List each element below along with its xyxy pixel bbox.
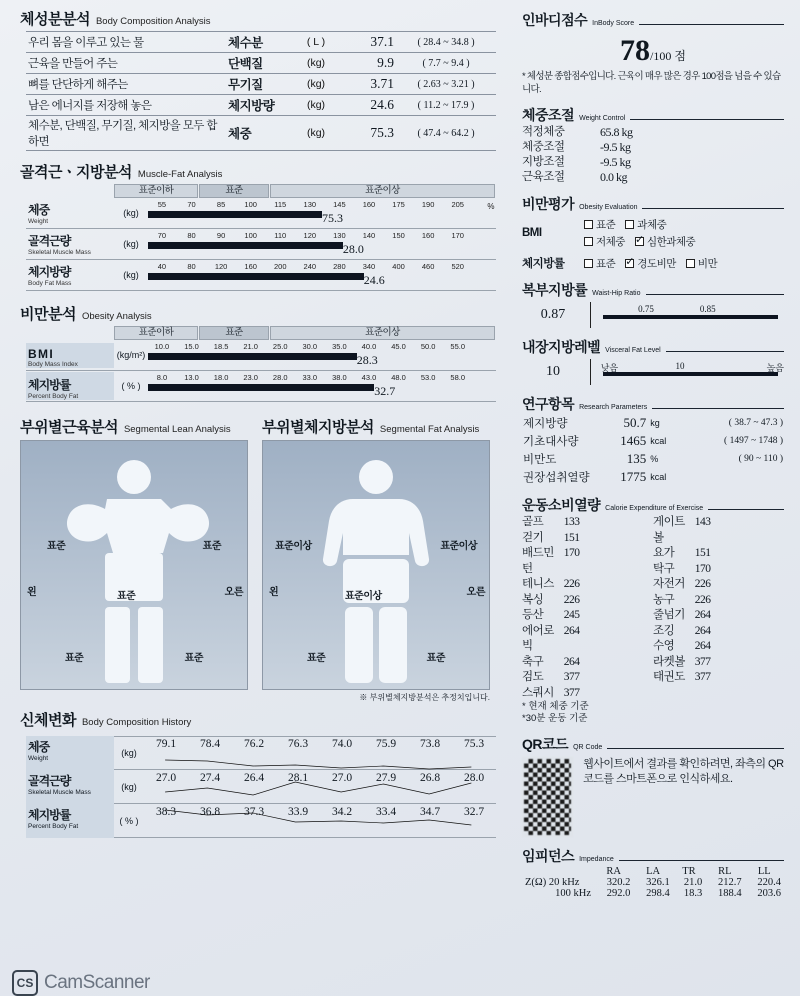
section-title-en: Obesity Evaluation — [579, 204, 638, 211]
table-row: 제지방량 50.7 kg ( 38.7 ~ 47.3 ) — [523, 415, 783, 430]
table-row — [26, 32, 496, 53]
whr-value: 0.87 — [540, 307, 566, 322]
bar-value: 28.3 — [356, 353, 378, 367]
row-unit: (kg) — [306, 78, 326, 90]
row-desc: 근육을 만들어 주는 — [28, 58, 118, 70]
table-row — [26, 95, 496, 116]
row-range: ( 11.2 ~ 17.9 ) — [417, 99, 475, 111]
scale-normal: 표준 — [199, 326, 269, 340]
exercise-item: 수영 264 — [653, 640, 711, 652]
row-range: ( 28.4 ~ 34.8 ) — [417, 36, 475, 48]
table-row: 비만도 135 % ( 90 ~ 110 ) — [523, 451, 783, 466]
exercise-item: 등산 245 — [522, 609, 580, 621]
row-name: 체수분 — [228, 36, 263, 50]
scale-below: 표준이하 — [114, 326, 198, 340]
lean-right-side-label: 오른 — [224, 587, 243, 598]
row-value: 3.71 — [370, 76, 394, 91]
research-title — [522, 394, 784, 414]
qr-row — [522, 757, 784, 837]
history-values: 79.1 78.4 76.2 76.3 74.0 75.9 73.8 75.3 — [144, 736, 496, 770]
obesity-bars — [26, 326, 496, 402]
row-range: ( 7.7 ~ 9.4 ) — [422, 57, 470, 69]
qr-title — [522, 734, 784, 754]
exercise-table — [522, 515, 784, 701]
section-title-en: Calorie Expenditure of Exercise — [605, 505, 704, 512]
section-title-en: Body Composition Analysis — [95, 16, 211, 27]
table-row — [26, 116, 496, 151]
exercise-item: 걷기 151 — [522, 531, 580, 544]
segmental-lean — [20, 416, 248, 703]
bar-value: 24.6 — [363, 273, 385, 287]
fat-arm-right-label: 표준이상 — [440, 541, 477, 552]
inbody-score-value — [522, 34, 784, 68]
bar-unit: ( % ) — [121, 381, 141, 391]
lean-arm-left-label: 표준 — [47, 541, 66, 552]
bar-unit: (kg/m²) — [116, 350, 146, 360]
bar-label-ko: 체지방률 — [28, 378, 71, 392]
history-title — [20, 709, 510, 730]
bar-label-ko: 체중 — [28, 203, 50, 217]
bmi-option-underweight[interactable]: 저체중 — [584, 234, 625, 249]
scale-header — [114, 184, 496, 198]
camscanner-watermark — [12, 970, 150, 996]
inbody-score-title — [522, 10, 784, 30]
checkbox-icon-checked[interactable] — [635, 237, 644, 246]
table-row: Z(Ω) 20 kHz 320.2 326.1 21.0 212.7 220.4 — [525, 877, 781, 888]
weight-control-title — [522, 105, 784, 125]
exercise-item: 자전거 226 — [653, 578, 711, 590]
section-title-ko: 체성분분석 — [20, 11, 90, 28]
row-name: 체지방량 — [228, 99, 275, 113]
lean-leg-left-label: 표준 — [65, 653, 84, 664]
bar-unit: (kg) — [123, 270, 139, 280]
section-title-ko: 임피던스 — [522, 848, 575, 864]
section-title-en: Muscle-Fat Analysis — [137, 169, 223, 180]
section-title-en: Visceral Fat Level — [605, 347, 661, 354]
section-title-en: QR Code — [573, 744, 603, 751]
section-title-ko: 골격근ㆍ지방분석 — [20, 164, 132, 181]
camscanner-logo-icon: CS — [12, 970, 38, 996]
vfl-title — [522, 337, 784, 357]
scale-header — [114, 326, 496, 340]
impedance-z-label: Z(Ω) — [525, 877, 547, 888]
history-trend-line — [144, 804, 496, 838]
muscle-fat-title — [20, 161, 510, 182]
bar-label-ko: B M I — [28, 346, 52, 361]
history-row-smm — [26, 770, 496, 804]
right-column — [522, 8, 784, 899]
camscanner-label: CamScanner — [44, 972, 150, 993]
impedance-title — [522, 846, 784, 866]
exercise-item: 테니스 226 — [522, 578, 580, 590]
row-unit: (kg) — [306, 57, 326, 69]
exercise-item: 줄넘기 264 — [653, 609, 711, 621]
section-title-ko: 비만분석 — [20, 306, 76, 323]
section-title-en: Segmental Fat Analysis — [379, 424, 480, 435]
impedance-table — [522, 866, 784, 899]
history-label-ko: 골격근량 — [28, 773, 71, 788]
history-trend-line — [144, 736, 496, 770]
history-row-pbf — [26, 804, 496, 838]
bar-row-pbf — [26, 371, 496, 402]
bar-value: 28.0 — [342, 242, 364, 256]
fat-figure-box — [262, 440, 490, 690]
checkbox-icon[interactable] — [686, 259, 695, 268]
lean-arm-right-label: 표준 — [202, 541, 221, 552]
section-title-en: Waist-Hip Ratio — [592, 290, 641, 297]
row-value: 24.6 — [370, 97, 394, 112]
weight-control-row: 지방조절 -9.5 kg — [522, 155, 631, 169]
section-title-ko: 비만평가 — [522, 196, 575, 212]
bar-value: 75.3 — [322, 211, 343, 225]
bmi-option-normal[interactable]: 표준 — [584, 217, 615, 232]
exercise-title — [522, 495, 784, 515]
table-row: 기초대사량 1465 kcal ( 1497 ~ 1748 ) — [523, 433, 783, 448]
pct-symbol: % — [487, 202, 495, 211]
bar-label-ko: 체지방량 — [28, 265, 71, 279]
section-title-ko: 운동소비열량 — [522, 497, 601, 513]
research-table — [522, 414, 784, 486]
score-note: * 체성분 종합점수입니다. 근육이 매우 많은 경우 100점을 넘을 수 있습니다. — [522, 71, 781, 95]
bar-row-bmi — [26, 340, 496, 371]
checkbox-icon[interactable] — [584, 259, 593, 268]
scale-normal: 표준 — [199, 184, 269, 198]
fat-note: ※ 부위별체지방분석은 추정치입니다. — [359, 693, 490, 702]
bar-graph — [148, 371, 496, 401]
fat-left-side-label: 왼 — [269, 587, 279, 598]
row-unit: (kg) — [306, 127, 326, 139]
weight-control-row: 적정체중 65.8 kg — [522, 125, 633, 139]
row-desc: 체수분, 단백질, 무기질, 체지방을 모두 합하면 — [28, 120, 217, 148]
qr-code-icon[interactable] — [522, 757, 573, 837]
row-value: 75.3 — [370, 125, 394, 140]
pbf-option-normal[interactable]: 표준 — [584, 256, 615, 271]
checkbox-icon[interactable] — [584, 237, 593, 246]
bar-graph — [148, 260, 496, 290]
bar-ticks: 10.0 15.0 18.5 21.0 25.0 30.0 35.0 40.0 45.0 50.0 55.0 — [154, 342, 466, 351]
bar-row-weight — [26, 198, 496, 229]
section-title-ko: 복부지방률 — [522, 282, 588, 298]
muscle-fat-bars — [26, 184, 496, 291]
table-row: 권장섭취열량 1775 kcal — [523, 469, 667, 484]
weight-control-row: 근육조절 0.0 kg — [522, 170, 627, 184]
left-column — [20, 8, 510, 838]
bar-graph — [148, 198, 496, 228]
table-header-row: RA LA TR RL LL — [606, 866, 771, 877]
row-name: 체중 — [228, 127, 252, 141]
exercise-item: 복싱 226 — [522, 593, 580, 606]
history-unit: (kg) — [121, 748, 137, 758]
pbf-eval-row: 체지방률 표준 ✓ 경도비만 비만 — [522, 255, 784, 271]
bar-ticks: 8.0 13.0 18.0 23.0 28.0 33.0 38.0 43.0 48.0 53.0 58.0 — [156, 373, 466, 382]
whr-title — [522, 280, 784, 300]
bmi-option-overweight[interactable]: 과체중 — [625, 217, 666, 232]
bmi-eval-row: BMI 표준 과체중 저체중 ✓ 심한과체중 — [522, 217, 784, 249]
section-title-en: Research Parameters — [579, 404, 648, 411]
bar-ticks: 55 70 85 100 115 130 145 160 175 190 205 % — [157, 200, 495, 211]
bar-label-en: Body Mass Index — [28, 360, 78, 368]
bar-row-bfm — [26, 260, 496, 291]
row-value: 9.9 — [377, 55, 394, 70]
segmental-section — [20, 416, 510, 703]
exercise-item: 축구 264 — [522, 655, 580, 668]
section-title-ko: 내장지방레벨 — [522, 339, 601, 355]
section-title-ko: 부위별체지방분석 — [262, 419, 374, 436]
lean-leg-right-label: 표준 — [184, 653, 203, 664]
whr-row — [522, 302, 784, 328]
history-table — [26, 736, 496, 838]
bar-label-en: Percent Body Fat — [28, 393, 79, 400]
row-desc: 우리 몸을 이루고 있는 물 — [28, 37, 144, 49]
row-desc: 뼈를 단단하게 해주는 — [28, 79, 128, 91]
exercise-item: 태권도 377 — [653, 671, 711, 683]
row-name: 무기질 — [228, 78, 263, 92]
history-label-ko: 체중 — [28, 740, 50, 754]
row-unit: ( L ) — [306, 36, 326, 48]
row-range: ( 47.4 ~ 64.2 ) — [417, 127, 475, 139]
section-title-ko: QR코드 — [522, 736, 569, 752]
row-range: ( 2.63 ~ 3.21 ) — [417, 78, 475, 90]
pbf-option-mild-obesity[interactable]: ✓ 경도비만 — [625, 256, 676, 271]
obesity-title — [20, 303, 510, 324]
row-name: 단백질 — [228, 57, 263, 71]
history-label-en: Weight — [28, 755, 49, 762]
bar-unit: (kg) — [123, 239, 139, 249]
section-title-ko: 인바디점수 — [522, 12, 588, 28]
lean-figure-box — [20, 440, 248, 690]
bar-value: 32.7 — [374, 384, 396, 398]
section-title-ko: 신체변화 — [20, 712, 76, 729]
history-values: 38.3 36.8 37.3 33.9 34.2 33.4 34.7 32.7 — [144, 804, 496, 838]
history-values: 27.0 27.4 26.4 28.1 27.0 27.9 26.8 28.0 — [144, 770, 496, 804]
section-title-en: Weight Control — [579, 115, 626, 122]
section-title-en: InBody Score — [592, 20, 635, 27]
table-row: 100 kHz 292.0 298.4 18.3 188.4 203.6 — [555, 888, 781, 899]
score-suffix: /100 점 — [650, 49, 686, 63]
body-composition-title — [20, 8, 510, 29]
bar-graph — [148, 340, 496, 370]
scale-below: 표준이하 — [114, 184, 198, 198]
checkbox-icon-checked[interactable] — [625, 259, 634, 268]
bar-label-en: Body Fat Mass — [28, 280, 72, 287]
history-trend-line — [144, 770, 496, 804]
row-unit: (kg) — [306, 99, 326, 111]
bar-label-ko: 골격근량 — [28, 234, 71, 248]
pbf-option-obesity[interactable]: 비만 — [686, 256, 717, 271]
bar-label-en: Skeletal Muscle Mass — [28, 249, 91, 256]
history-label-ko: 체지방률 — [28, 807, 71, 822]
vfl-value: 10 — [546, 364, 560, 379]
lean-trunk-label: 표준 — [117, 591, 136, 602]
fat-leg-right-label: 표준 — [426, 653, 445, 664]
section-title-en: Segmental Lean Analysis — [123, 424, 231, 435]
bar-unit: (kg) — [123, 208, 139, 218]
vfl-row — [522, 359, 784, 385]
fat-right-side-label: 오른 — [466, 587, 485, 598]
bar-ticks: 70 80 90 100 110 120 130 140 150 160 170 — [157, 231, 464, 240]
whr-scale: 0.75 0.85 — [597, 306, 784, 324]
exercise-item: 골프 133 — [522, 516, 580, 528]
obesity-eval-title — [522, 194, 784, 214]
exercise-item: 요가 151 — [653, 547, 711, 559]
fat-leg-left-label: 표준 — [307, 653, 326, 664]
checkbox-icon[interactable] — [625, 220, 634, 229]
history-row-weight — [26, 736, 496, 770]
checkbox-icon[interactable] — [584, 220, 593, 229]
weight-control-row: 체중조절 -9.5 kg — [522, 140, 631, 154]
qr-instruction-text: 웹사이트에서 결과를 확인하려면, 좌측의 QR코드를 스마트폰으로 인식하세요. — [583, 758, 784, 785]
table-row — [26, 74, 496, 95]
section-title-en: Body Composition History — [81, 717, 192, 728]
lean-left-side-label: 왼 — [27, 587, 37, 598]
table-row — [26, 53, 496, 74]
bmi-option-severe-overweight[interactable]: ✓ 심한과체중 — [635, 234, 695, 249]
section-title-en: Impedance — [579, 856, 614, 863]
history-unit: ( % ) — [119, 815, 139, 826]
body-composition-table — [26, 31, 496, 151]
exercise-footnotes: * 현재 체중 기준 *30분 운동 기준 — [522, 701, 589, 724]
exercise-item: 검도 377 — [522, 671, 580, 683]
exercise-item: 스쿼시 377 — [522, 686, 580, 699]
row-value: 37.1 — [370, 34, 394, 49]
history-label-en: Percent Body Fat — [28, 822, 79, 830]
bar-row-smm — [26, 229, 496, 260]
bar-label-en: Weight — [28, 218, 49, 225]
exercise-item: 배드민턴 170 — [522, 547, 580, 575]
exercise-item: 농구 226 — [653, 593, 711, 606]
history-unit: (kg) — [121, 781, 137, 792]
vfl-scale: 낮음 10 높음 — [597, 363, 784, 381]
exercise-item: 에어로빅 264 — [522, 624, 580, 652]
section-title-ko: 연구항목 — [522, 396, 575, 412]
row-desc: 남은 에너지를 저장해 놓은 — [28, 100, 152, 112]
fat-trunk-label: 표준이상 — [345, 591, 382, 602]
score-number: 78 — [620, 34, 651, 67]
bar-ticks: 40 80 120 160 200 240 280 340 400 460 520 — [157, 262, 464, 271]
section-title-en: Obesity Analysis — [81, 311, 152, 322]
scale-above: 표준이상 — [270, 184, 495, 198]
section-title-ko: 체중조절 — [522, 107, 575, 123]
history-label-en: Skeletal Muscle Mass — [28, 788, 91, 796]
exercise-item: 탁구 170 — [653, 562, 711, 575]
exercise-item: 조깅 264 — [653, 624, 711, 637]
section-title-ko: 부위별근육분석 — [20, 419, 118, 436]
exercise-item: 라켓볼 377 — [653, 655, 711, 668]
fat-arm-left-label: 표준이상 — [275, 541, 312, 552]
scale-above: 표준이상 — [270, 326, 495, 340]
bar-graph — [148, 229, 496, 259]
segmental-fat — [262, 416, 490, 703]
exercise-item: 게이트볼 143 — [653, 516, 711, 544]
